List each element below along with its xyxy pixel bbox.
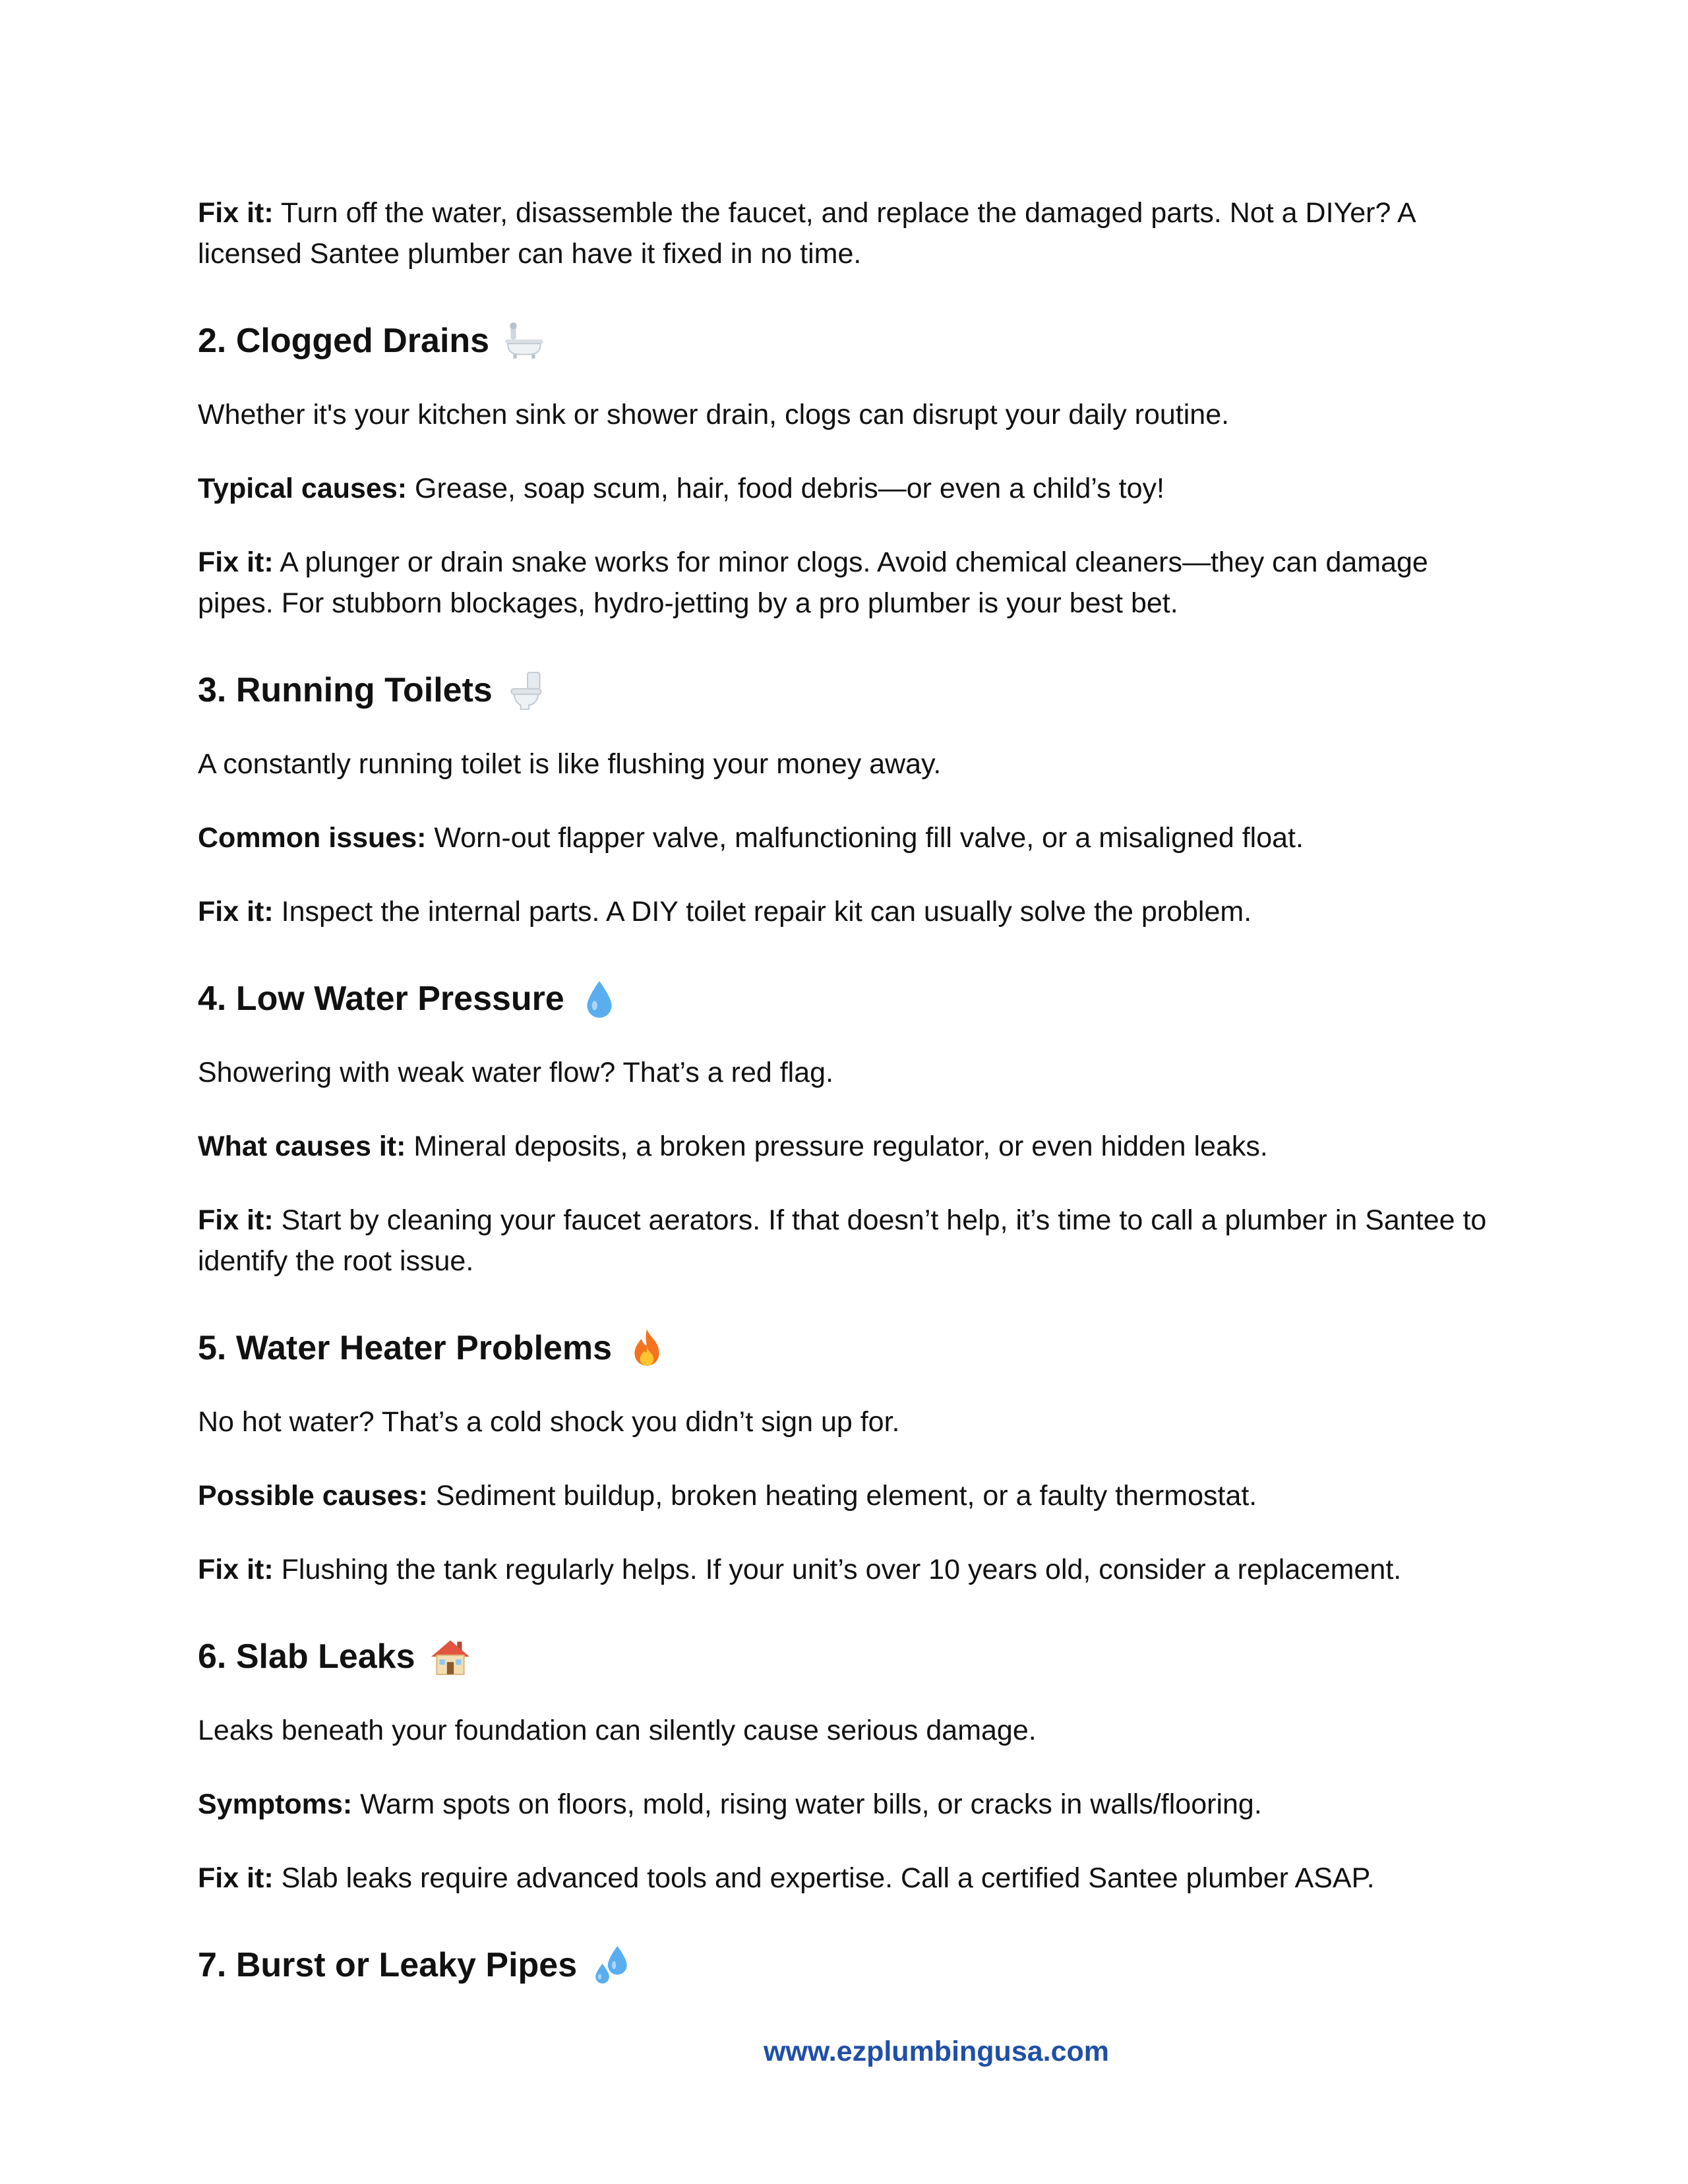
section-intro: A constantly running toilet is like flushing your money away. (198, 748, 942, 780)
fix-text: Flushing the tank regularly helps. If your unit’s over 10 years old, consider a replacement. (273, 1554, 1402, 1585)
section-intro: Showering with weak water flow? That’s a red flag. (198, 1057, 834, 1088)
detail-text: Grease, soap scum, hair, food debris—or even a child’s toy! (407, 473, 1164, 504)
section-heading-running-toilets (198, 667, 1503, 713)
fix-text: Inspect the internal parts. A DIY toilet repair kit can usually solve the problem. (273, 896, 1252, 928)
fix-label: Fix it: (198, 1204, 274, 1236)
fix-label: Fix it: (198, 197, 274, 229)
section-heading-slab-leaks (198, 1634, 1503, 1680)
detail-text: Sediment buildup, broken heating element, or a faulty thermostat. (427, 1480, 1257, 1512)
intro-fix-paragraph (198, 192, 1503, 274)
detail-label: Typical causes: (198, 473, 407, 504)
section-fix (198, 891, 1503, 932)
fix-text: Start by cleaning your faucet aerators. If that doesn’t help, it’s time to call a plumber in Santee to identify the root issue. (198, 1204, 1487, 1277)
bathtub-icon (502, 319, 546, 363)
heading-text: 3. Running Toilets (198, 671, 493, 709)
sweat-droplets-icon (590, 1943, 634, 1987)
fix-label: Fix it: (198, 896, 274, 928)
heading-text: 7. Burst or Leaky Pipes (198, 1946, 578, 1984)
detail-text: Worn-out flapper valve, malfunctioning fill valve, or a misaligned float. (426, 822, 1304, 854)
detail-label: Common issues: (198, 822, 427, 854)
section-intro: Leaks beneath your foundation can silently cause serious damage. (198, 1715, 1037, 1746)
heading-text: 2. Clogged Drains (198, 322, 490, 360)
fix-text: Turn off the water, disassemble the faucet, and replace the damaged parts. Not a DIYer? A licensed Santee plumber can have it fixed in no time. (198, 197, 1415, 270)
heading-text: 6. Slab Leaks (198, 1638, 415, 1676)
detail-text: Warm spots on floors, mold, rising water bills, or cracks in walls/flooring. (352, 1788, 1262, 1820)
toilet-icon (506, 668, 549, 712)
droplet-icon (578, 977, 621, 1020)
section-fix (198, 1549, 1503, 1590)
section-heading-burst-pipes (198, 1942, 1503, 1988)
section-fix (198, 1858, 1503, 1899)
section-intro: No hot water? That’s a cold shock you didn’t sign up for. (198, 1406, 900, 1438)
section-detail (198, 817, 1503, 858)
section-intro: Whether it's your kitchen sink or shower drain, clogs can disrupt your daily routine. (198, 399, 1230, 430)
heading-text: 5. Water Heater Problems (198, 1329, 613, 1367)
section-fix (198, 542, 1503, 624)
footer-website-link[interactable] (0, 2036, 1688, 2068)
detail-text: Mineral deposits, a broken pressure regulator, or even hidden leaks. (406, 1131, 1268, 1162)
section-fix (198, 1200, 1503, 1282)
heading-text: 4. Low Water Pressure (198, 980, 564, 1018)
fix-label: Fix it: (198, 1862, 274, 1894)
section-heading-low-water-pressure (198, 976, 1503, 1022)
document-page (198, 192, 1503, 2019)
section-heading-clogged-drains (198, 318, 1503, 364)
section-detail (198, 1784, 1503, 1825)
section-detail (198, 1126, 1503, 1167)
house-icon (429, 1635, 472, 1678)
footer-link-text[interactable]: www.ezplumbingusa.com (763, 2036, 1110, 2067)
fix-label: Fix it: (198, 1554, 274, 1585)
fix-label: Fix it: (198, 546, 274, 578)
section-detail (198, 1475, 1503, 1516)
fix-text: Slab leaks require advanced tools and expertise. Call a certified Santee plumber ASAP. (273, 1862, 1375, 1894)
detail-label: What causes it: (198, 1131, 406, 1162)
section-detail (198, 468, 1503, 509)
fix-text: A plunger or drain snake works for minor clogs. Avoid chemical cleaners—they can damage pipes. For stubborn blockages, hydro-jetting by a pro plumber is your best bet. (198, 546, 1428, 619)
detail-label: Possible causes: (198, 1480, 428, 1512)
detail-label: Symptoms: (198, 1788, 353, 1820)
fire-icon (625, 1326, 669, 1370)
section-heading-water-heater-problems (198, 1325, 1503, 1371)
